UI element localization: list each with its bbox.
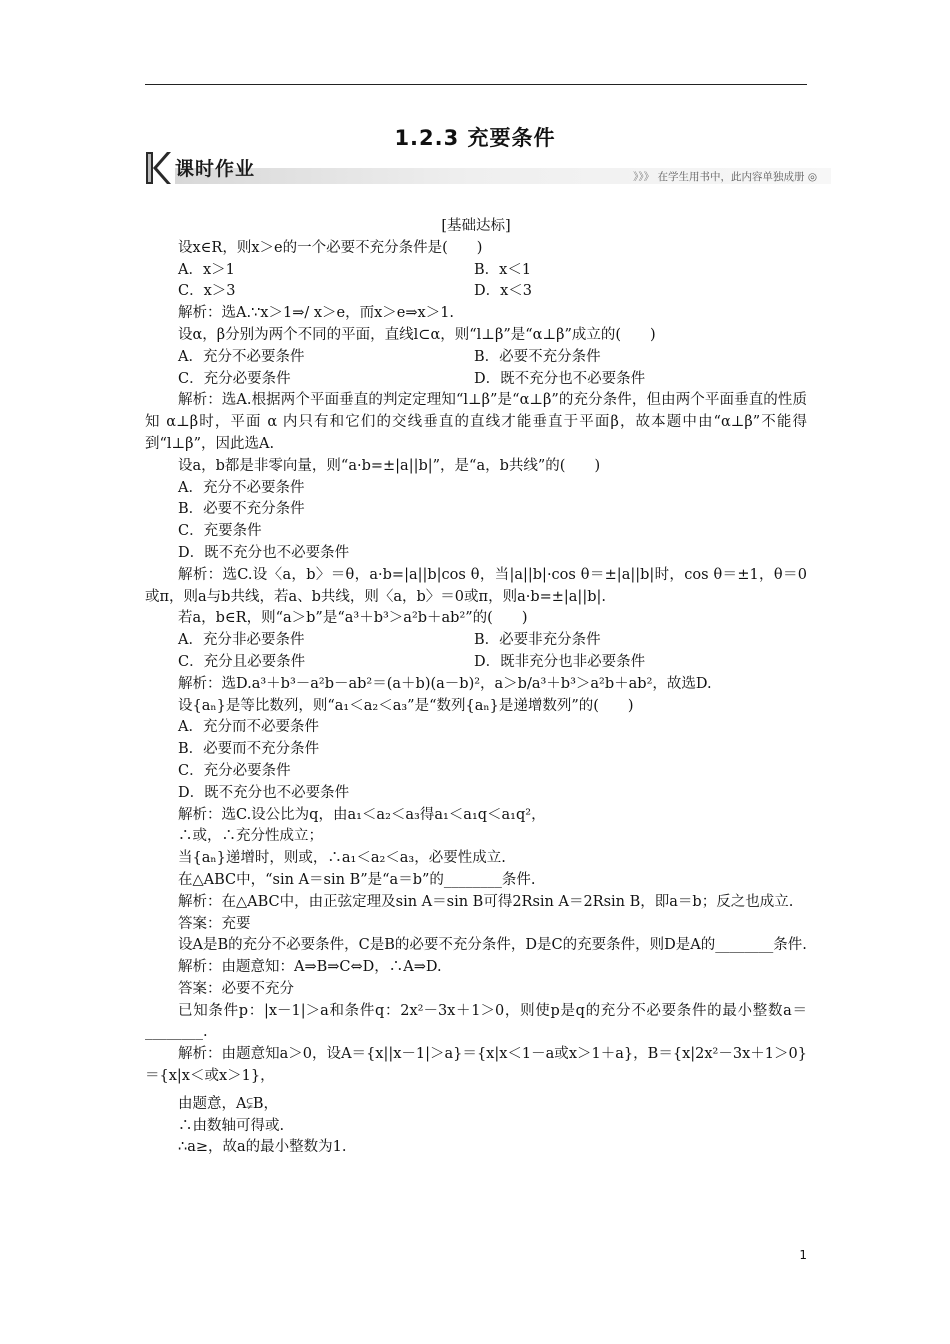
option-item: B．x＜1 — [474, 261, 532, 278]
text-line: 由题意，A⫋B， — [178, 1095, 279, 1112]
section-heading: [基础达标] — [441, 218, 511, 234]
option-item: B．必要不充分条件 — [474, 348, 601, 365]
option-item: A．充分非必要条件 — [178, 632, 305, 649]
text-line: ∴或，∴充分性成立； — [178, 828, 323, 845]
option-item: B．必要而不充分条件 — [178, 741, 320, 758]
text-line: 解析：选C.设公比为q，由a₁＜a₂＜a₃得a₁＜a₁q＜a₁q²， — [178, 806, 546, 823]
option-row — [145, 347, 807, 369]
option-item: B．必要不充分条件 — [178, 501, 305, 518]
text-line: ∴a≥，故a的最小整数为1. — [178, 1139, 347, 1156]
text-line: 设{aₙ}是等比数列，则“a₁＜a₂＜a₃”是“数列{aₙ}是递增数列”的( ) — [178, 697, 634, 714]
text-line: 设a，b都是非零向量，则“a·b=±|a||b|”，是“a，b共线”的( ) — [178, 457, 601, 474]
option-item: A．充分不必要条件 — [178, 479, 305, 496]
text-line: 设x∈R，则x＞e的一个必要不充分条件是( ) — [178, 239, 483, 256]
document-body — [145, 216, 807, 1159]
option-item: A．x＞1 — [178, 261, 235, 278]
k-logo-icon — [145, 150, 171, 186]
option-item: C．充分必要条件 — [178, 762, 291, 779]
homework-banner — [145, 150, 831, 188]
banner-label: 课时作业 — [175, 158, 256, 180]
option-row — [145, 281, 807, 303]
option-row — [145, 630, 807, 652]
option-item: D．既不充分也不必要条件 — [178, 544, 350, 561]
header-rule — [145, 84, 807, 85]
option-item: D．既不充分也不必要条件 — [178, 784, 350, 801]
option-item: C．x＞3 — [178, 283, 236, 300]
banner-note: 》》》 在学生用书中，此内容单独成册 ◎ — [633, 171, 817, 183]
text-line: 答案：必要不充分 — [178, 980, 294, 997]
page-title: 1.2.3 充要条件 — [394, 126, 556, 150]
page-number: 1 — [799, 1248, 807, 1262]
option-item: A．充分而不必要条件 — [178, 719, 319, 736]
text-line: 解析：选C.设〈a，b〉＝θ，a·b=|a||b|cos θ，当|a||b|·cos θ＝±|a||b|时，cos θ＝±1，θ＝0或π，则a与b共线，若a、b共线，则〈a，b〉＝0或π，则a·b=±|a||b|. — [145, 566, 807, 605]
text-line: 答案：充要 — [178, 915, 251, 932]
text-line: 若a，b∈R，则“a＞b”是“a³＋b³＞a²b＋ab²”的( ) — [178, 610, 528, 627]
text-line: 解析：选A.根据两个平面垂直的判定定理知“l⊥β”是“α⊥β”的充分条件，但由两个平面垂直的性质知 α⊥β时，平面 α 内只有和它们的交线垂直的直线才能垂直于平面β，故本题中由“α⊥β”不能得到“l⊥β”，因此选A. — [145, 392, 807, 452]
text-line: 在△ABC中，“sin A＝sin B”是“a＝b”的________条件. — [178, 871, 536, 888]
text-line: 解析：由题意知a＞0，设A＝{x||x－1|＞a}＝{x|x＜1－a或x＞1＋a}，B＝{x|2x²－3x＋1＞0}＝{x|x＜或x＞1}， — [145, 1046, 807, 1085]
option-row — [145, 260, 807, 282]
option-item: A．充分不必要条件 — [178, 348, 305, 365]
option-item: C．充要条件 — [178, 523, 262, 540]
text-line: 解析：选D.a³＋b³－a²b－ab²＝(a＋b)(a－b)²，a＞b/a³＋b³＞a²b＋ab²，故选D. — [178, 675, 712, 692]
text-line: 解析：选A.∵x＞1⇒/ x＞e，而x＞e⇒x＞1. — [178, 305, 455, 322]
option-item: D．既非充分也非必要条件 — [474, 653, 646, 670]
text-line: 设A是B的充分不必要条件，C是B的必要不充分条件，D是C的充要条件，则D是A的________条件. — [178, 937, 807, 954]
exercise-lines — [145, 238, 807, 1159]
text-line: 设α，β分别为两个不同的平面，直线l⊂α，则“l⊥β”是“α⊥β”成立的( ) — [178, 326, 656, 343]
option-item: C．充分必要条件 — [178, 370, 291, 387]
option-item: D．既不充分也不必要条件 — [474, 370, 646, 387]
text-line: 解析：在△ABC中，由正弦定理及sin A＝sin B可得2Rsin A＝2Rsin B，即a＝b；反之也成立. — [178, 893, 794, 910]
option-row — [145, 652, 807, 674]
option-item: B．必要非充分条件 — [474, 632, 601, 649]
option-item: C．充分且必要条件 — [178, 653, 306, 670]
text-line: 当{aₙ}递增时，则或，∴a₁＜a₂＜a₃，必要性成立. — [178, 850, 506, 867]
option-item: D．x＜3 — [474, 283, 533, 300]
text-line: 已知条件p：|x－1|＞a和条件q：2x²－3x＋1＞0，则使p是q的充分不必要条件的最小整数a＝________. — [145, 1002, 807, 1041]
text-line: ∴由数轴可得或. — [178, 1117, 285, 1134]
text-line: 解析：由题意知：A⇒B⇒C⇔D，∴A⇒D. — [178, 959, 442, 976]
option-row — [145, 369, 807, 391]
